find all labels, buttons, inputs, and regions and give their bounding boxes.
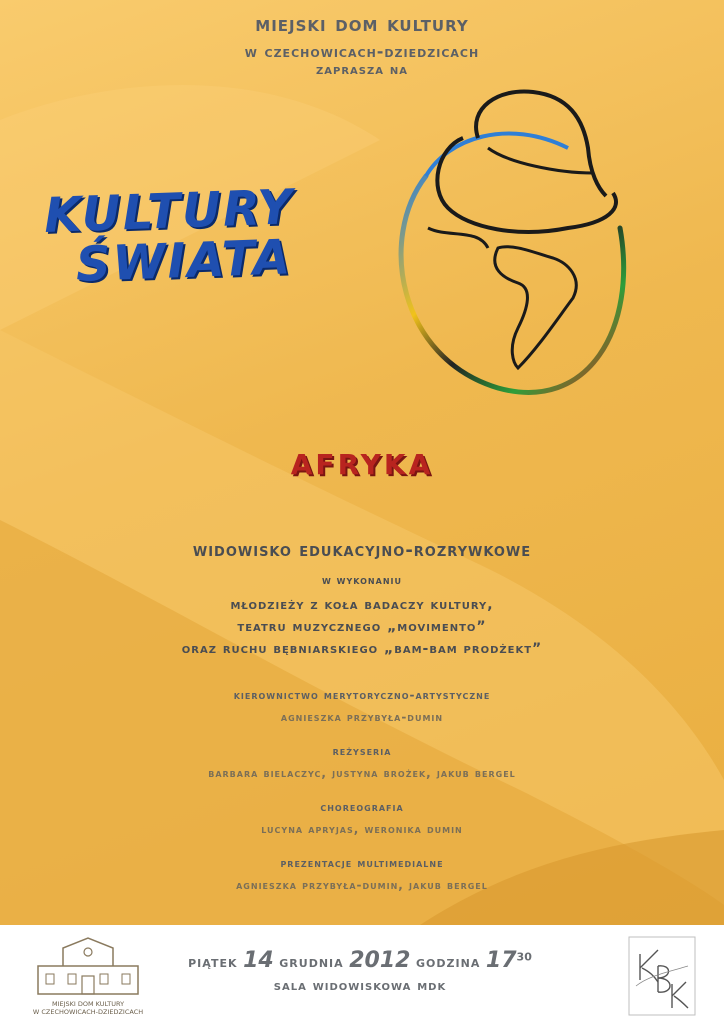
- credit-names-multimedia: agnieszka przybyła-dumin, jakub bergel: [236, 878, 488, 892]
- event-weekday: piątek: [188, 952, 238, 971]
- credit-role-multimedia: prezentacje multimedialne: [280, 856, 444, 870]
- event-minutes: 30: [516, 950, 532, 964]
- invitation-text: zaprasza na: [316, 62, 408, 78]
- event-time-label: godzina: [416, 952, 481, 971]
- show-type: widowisko edukacyjno-rozrywkowe: [192, 540, 532, 561]
- organizer-name: miejski dom kultury: [255, 12, 469, 37]
- performer-line-3: oraz ruchu bębniarskiego „bam-bam prodżekt”: [181, 641, 543, 657]
- event-date: [120, 948, 600, 973]
- performed-by-label: w wykonaniu: [322, 574, 402, 587]
- credit-role-choreography: choreografia: [320, 800, 404, 814]
- event-month: grudnia: [279, 952, 344, 971]
- event-title-line1: KULTURY: [43, 179, 296, 244]
- event-title-line2: ŚWIATA: [74, 229, 293, 293]
- event-hour: 17: [485, 948, 517, 973]
- mdk-logo-caption-1: MIEJSKI DOM KULTURY: [51, 1000, 125, 1008]
- kbk-logo: [628, 936, 696, 1016]
- credit-role-director: reżyseria: [332, 744, 392, 758]
- credit-names-director: barbara bielaczyc, justyna brożek, jakub bergel: [208, 766, 516, 780]
- event-day-number: 14: [243, 948, 274, 973]
- credit-names-direction: agnieszka przybyła-dumin: [280, 710, 444, 724]
- event-title: [43, 179, 386, 291]
- credit-names-choreography: lucyna apryjas, weronika dumin: [261, 822, 463, 836]
- performer-line-2: teatru muzycznego „movimento”: [237, 619, 487, 635]
- event-venue: sala widowiskowa mdk: [273, 978, 447, 994]
- credit-role-direction: kierownictwo merytoryczno-artystyczne: [233, 688, 491, 702]
- globe-with-hat-icon: [368, 78, 638, 408]
- organizer-location: w czechowicach-dziedzicach: [244, 42, 480, 61]
- kbk-monogram-logo-icon: [628, 936, 696, 1016]
- performer-line-1: młodzieży z koła badaczy kultury,: [230, 597, 494, 613]
- region-title: afryka: [290, 438, 434, 484]
- event-year: 2012: [349, 948, 411, 973]
- mdk-logo-caption-2: W CZECHOWICACH-DZIEDZICACH: [32, 1008, 144, 1016]
